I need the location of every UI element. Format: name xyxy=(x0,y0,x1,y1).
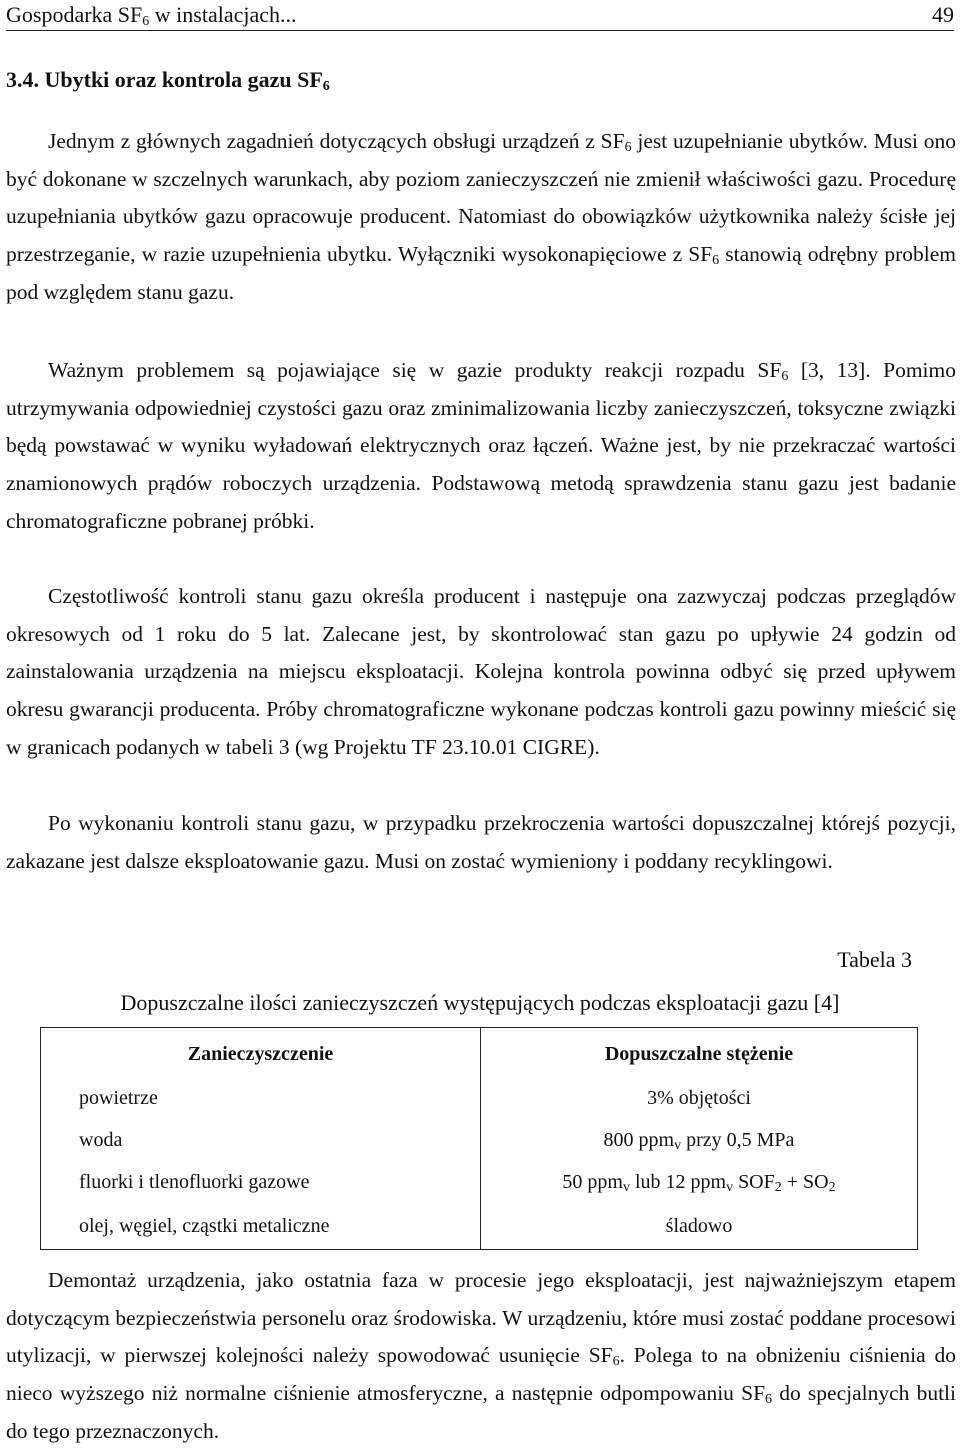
table-cell: 3% objętości xyxy=(481,1077,918,1119)
table-cell: 50 ppm$_v$ lub 12 ppm$_v$ $SOF_2 + SO_2$ xyxy=(481,1161,918,1203)
table-header-row xyxy=(41,1028,918,1078)
table-cell: olej, węgiel, cząstki metaliczne xyxy=(41,1203,481,1250)
table-cell: 800 ppm$_v$ przy 0,5 MPa xyxy=(481,1119,918,1161)
paragraph-1: Jednym z głównych zagadnień dotyczących obsługi urządzeń z $SF_6$ jest uzupełnianie ubytków. Musi ono być dokonane w szczelnych warunkach, aby poziom zanieczyszczeń nie zmienił właściwości gazu. Procedurę uzupełniania ubytków gazu opracowuje producent. Natomiast do obowiązków użytkownika należy ścisłe jej przestrzeganie, w razie uzupełnienia ubytku. Wyłączniki wysokonapięciowe z $SF_6$ stanowią odrębny problem pod względem stanu gazu. xyxy=(6,129,956,304)
table-cell: fluorki i tlenofluorki gazowe xyxy=(41,1161,481,1203)
header-title: Gospodarka $SF_6$ w instalacjach... xyxy=(6,2,297,29)
section-heading: 3.4. Ubytki oraz kontrola gazu $SF_6$ xyxy=(6,67,330,94)
paragraph-3: Częstotliwość kontroli stanu gazu określa producent i następuje ona zazwyczaj podczas przeglądów okresowych od 1 roku do 5 lat. Zalecane jest, by skontrolować stan gazu po upływie 24 godzin od zainstalowania urządzenia na miejscu eksploatacji. Kolejna kontrola powinna odbyć się przed upływem okresu gwarancji producenta. Próby chromatograficzne wykonane podczas kontroli gazu powinny mieścić się w granicach podanych w tabeli 3 (wg Projektu TF 23.10.01 CIGRE). xyxy=(6,584,956,759)
table-cell: powietrze xyxy=(41,1077,481,1119)
table-row xyxy=(41,1161,918,1203)
column-header-concentration: Dopuszczalne stężenie xyxy=(481,1028,918,1078)
table-label: Tabela 3 xyxy=(837,947,912,972)
running-header xyxy=(6,0,954,31)
paragraph-5: Demontaż urządzenia, jako ostatnia faza w procesie jego eksploatacji, jest najważniejszym etapem dotyczącym bezpieczeństwia personelu oraz środowiska. W urządzeniu, które musi zostać poddane procesowi utylizacji, w pierwszej kolejności należy spowodować usunięcie $SF_6$. Polega to na obniżeniu ciśnienia do nieco wyższego niż normalne ciśnienie atmosferyczne, a następnie odpompowaniu $SF_6$ do specjalnych butli do tego przeznaczonych. xyxy=(6,1268,956,1443)
paragraph-4: Po wykonaniu kontroli stanu gazu, w przypadku przekroczenia wartości dopuszczalnej którejś pozycji, zakazane jest dalsze eksploatowanie gazu. Musi on zostać wymieniony i poddany recyklingowi. xyxy=(6,811,956,873)
table-row xyxy=(41,1077,918,1119)
table-title: Dopuszczalne ilości zanieczyszczeń występujących podczas eksploatacji gazu [4] xyxy=(120,990,840,1015)
paragraph-2: Ważnym problemem są pojawiające się w gazie produkty reakcji rozpadu $SF_6$ [3, 13]. Pomimo utrzymywania odpowiedniej czystości gazu oraz zminimalizowania liczby zanieczyszczeń, toksyczne związki będą powstawać w wyniku wyładowań elektrycznych oraz łączeń. Ważne jest, by nie przekraczać wartości znamionowych prądów roboczych urządzenia. Podstawową metodą sprawdzenia stanu gazu jest badanie chromatograficzne pobranej próbki. xyxy=(6,358,956,533)
table-row xyxy=(41,1119,918,1161)
column-header-contaminant: Zanieczyszczenie xyxy=(41,1028,481,1078)
page-number: 49 xyxy=(932,2,954,27)
table-row xyxy=(41,1203,918,1250)
table-cell: woda xyxy=(41,1119,481,1161)
table-cell: śladowo xyxy=(481,1203,918,1250)
contaminants-table xyxy=(40,1027,918,1250)
